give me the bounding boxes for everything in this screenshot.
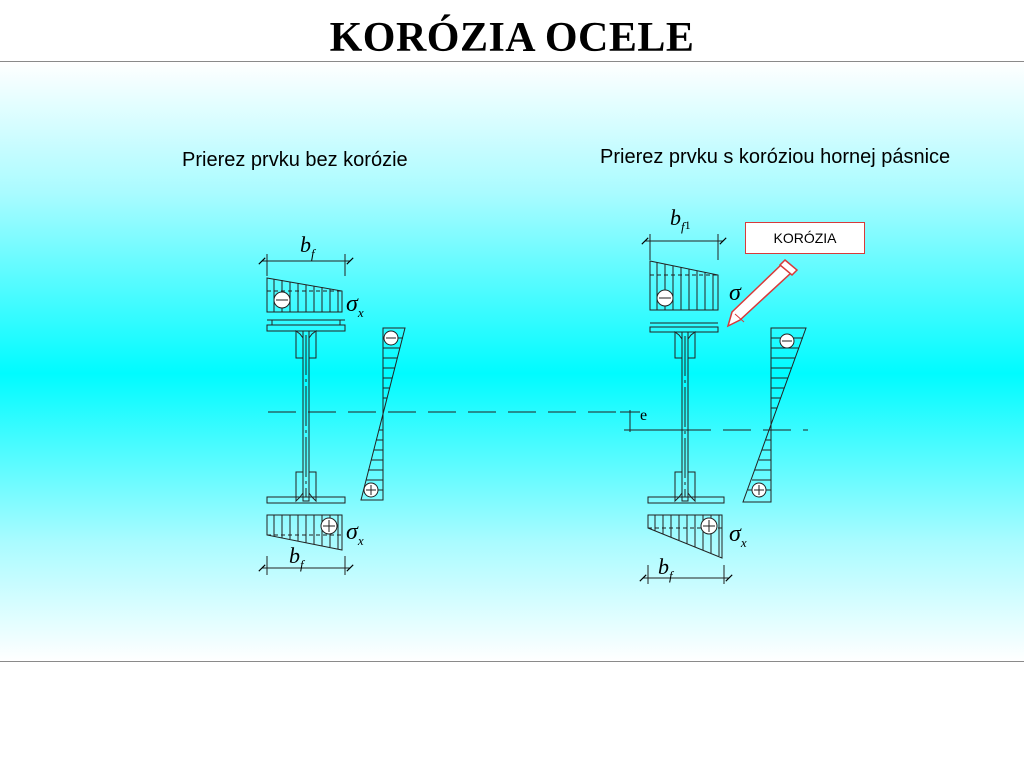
right-top-width-label: $b_f1$ [670, 205, 691, 234]
left-bottom-stress-label: $\sigma_x$ [346, 519, 364, 548]
left-web-stress-diagram [361, 328, 405, 500]
left-top-stress-label: $\sigma_x$ [346, 291, 364, 320]
corrosion-callout: KORÓZIA [745, 222, 865, 254]
right-caption: Prierez prvku s koróziou hornej pásnice [600, 146, 951, 168]
right-bottom-width-label: $b_f$ [658, 554, 673, 583]
right-top-stress-diagram [650, 261, 718, 310]
left-top-stress-diagram [267, 278, 342, 312]
neutral-axis [268, 407, 808, 432]
left-top-width-label: $b_f$ [300, 232, 315, 261]
right-top-stress-label: σ [729, 280, 741, 306]
slide-title: KORÓZIA OCELE [329, 15, 695, 61]
right-bottom-stress-label: $\sigma_x$ [729, 521, 747, 550]
left-bottom-stress-diagram [267, 515, 342, 550]
eccentricity-label: e [640, 407, 648, 424]
left-bottom-width-label: $b_f$ [289, 543, 304, 572]
left-caption: Prierez prvku bez korózie [182, 149, 408, 171]
right-i-beam [648, 323, 724, 503]
right-web-stress-diagram [743, 328, 806, 502]
right-bottom-stress-diagram [648, 515, 722, 558]
